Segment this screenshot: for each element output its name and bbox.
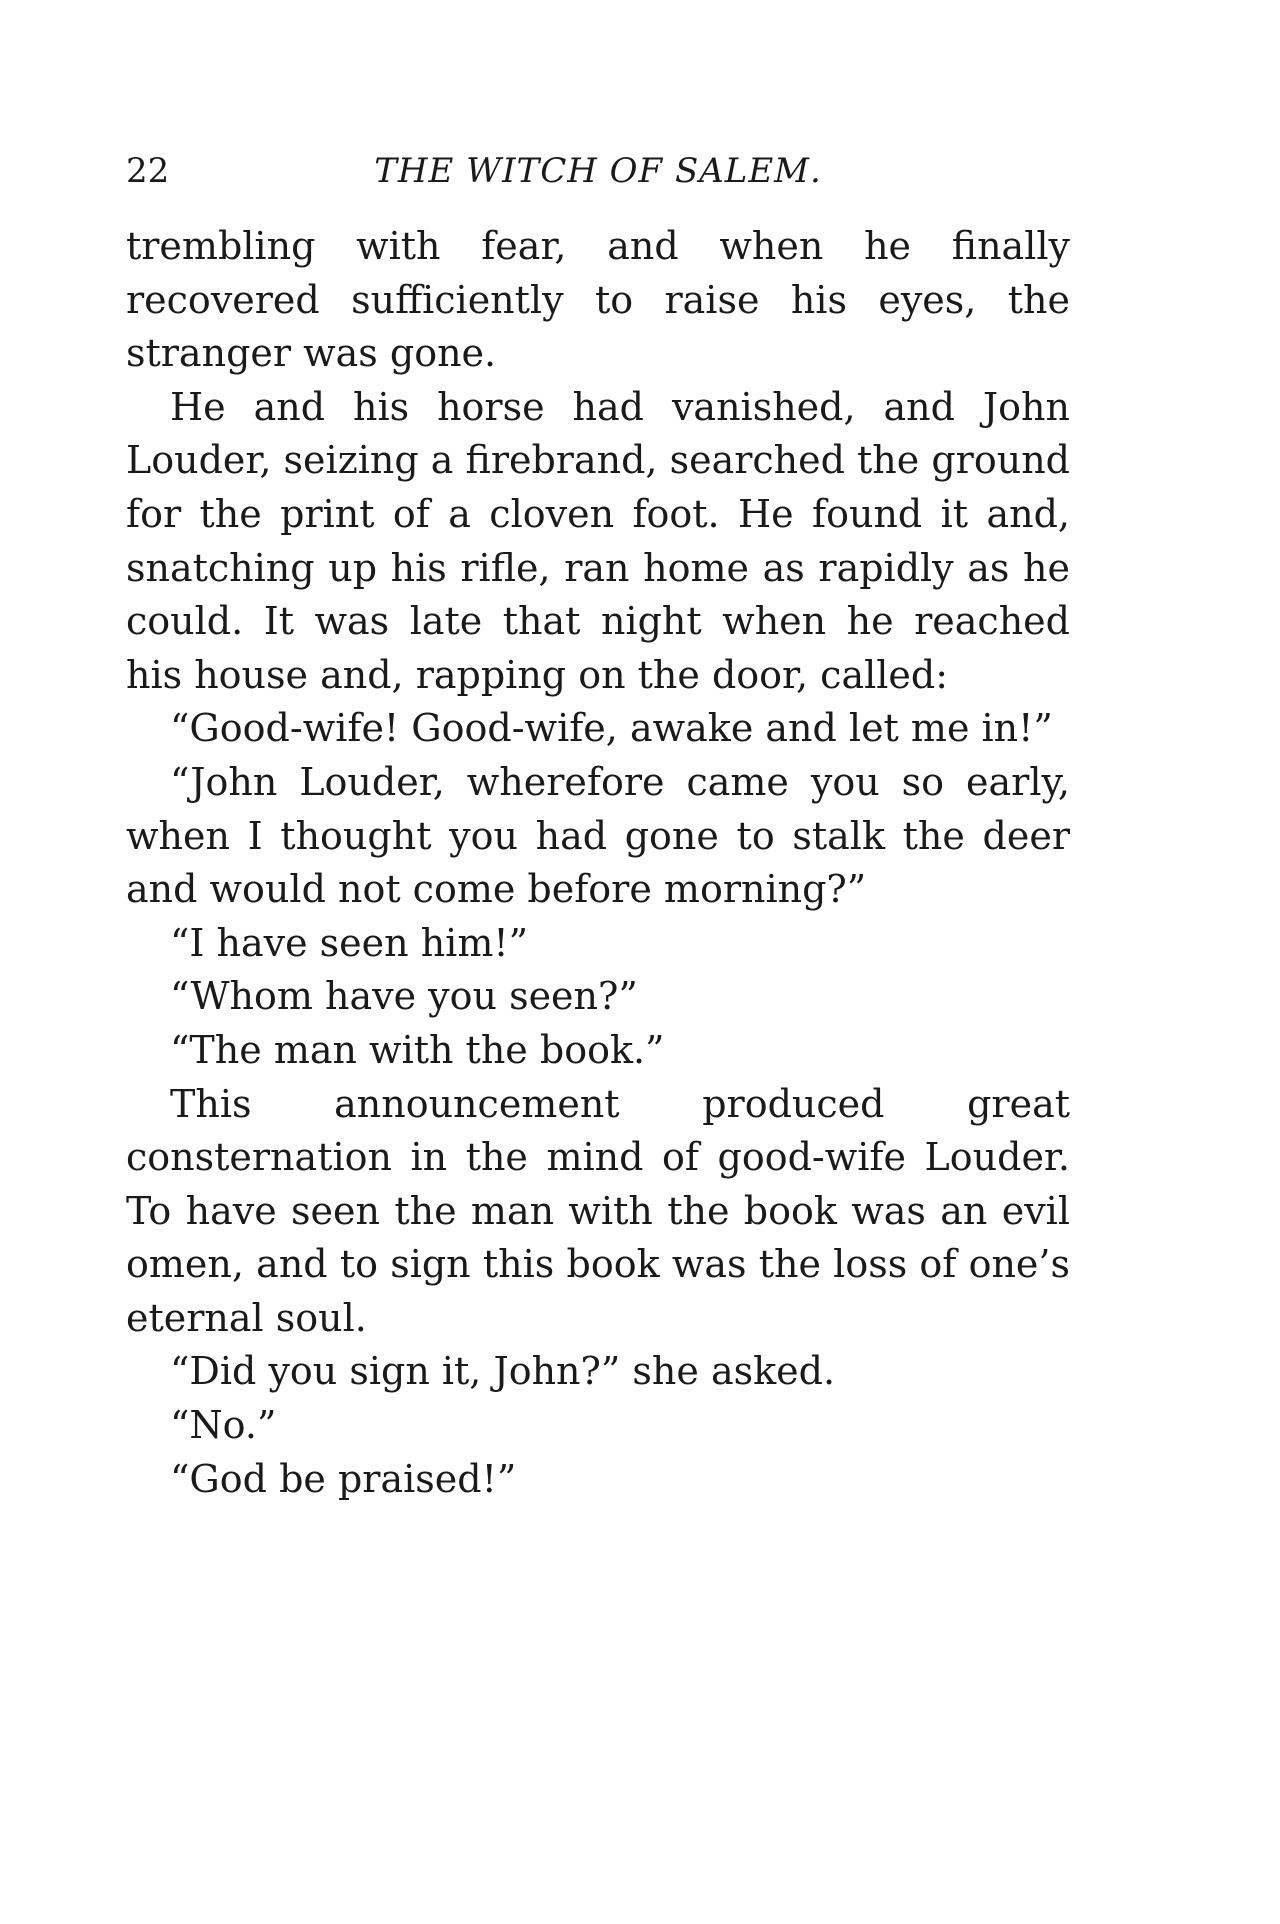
paragraph-narrative: He and his horse had vanished, and John Louder, seizing a firebrand, searched the ground for the print of a cloven foot. He found it and, snatching up his rifle, ran home as rapidly as he could. It was late that night when he reached his house and, rapping on the door, called: bbox=[126, 384, 1070, 697]
running-title: THE WITCH OF SALEM. bbox=[374, 151, 822, 191]
page-number: 22 bbox=[126, 151, 170, 191]
running-head bbox=[126, 148, 1070, 194]
dialogue-line: “Good-wife! Good-wife, awake and let me in!” bbox=[170, 706, 1053, 751]
body-text bbox=[126, 220, 1070, 1506]
dialogue-line: “I have seen him!” bbox=[170, 920, 529, 965]
dialogue-line: “The man with the book.” bbox=[170, 1027, 665, 1072]
dialogue-line: “God be praised!” bbox=[170, 1456, 517, 1501]
dialogue-line: “Did you sign it, John?” she asked. bbox=[170, 1349, 836, 1394]
paragraph-continuation: trembling with fear, and when he finally recovered sufficiently to raise his eyes, the stranger was gone. bbox=[126, 224, 1070, 376]
dialogue-line: “No.” bbox=[170, 1403, 277, 1448]
dialogue-line: “Whom have you seen?” bbox=[170, 974, 638, 1019]
paragraph-narrative: This announcement produced great consternation in the mind of good-wife Louder. To have seen the man with the book was an evil omen, and to sign this book was the loss of one’s eternal soul. bbox=[126, 1081, 1070, 1340]
dialogue-line: “John Louder, wherefore came you so early, when I thought you had gone to stalk the deer and would not come before morning?” bbox=[126, 759, 1070, 912]
